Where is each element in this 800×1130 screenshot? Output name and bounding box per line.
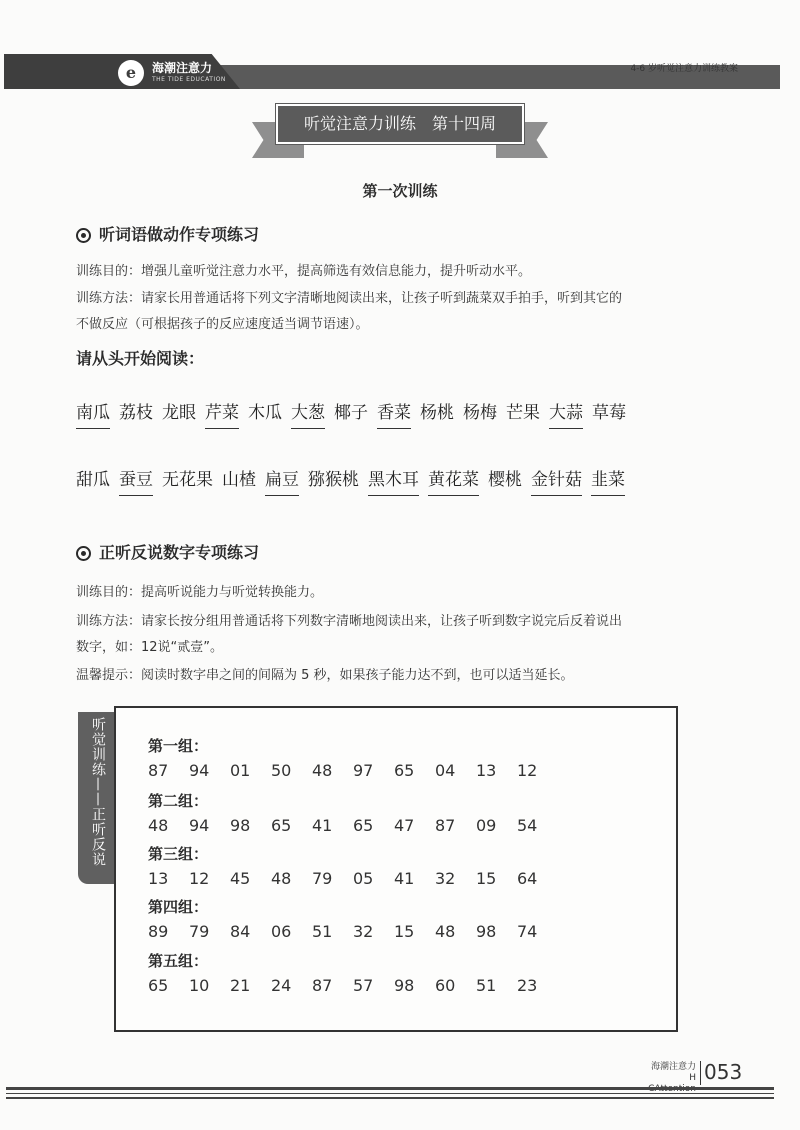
section-heading-text: 正听反说数字专项练习 [99, 543, 260, 562]
number-item: 04 [435, 761, 456, 780]
group-label: 第三组： [148, 845, 209, 863]
read-prompt: 请从头开始阅读： [76, 349, 205, 368]
number-item: 79 [189, 922, 210, 941]
number-item: 15 [476, 869, 497, 888]
week-title-banner: 听觉注意力训练 第十四周 [276, 104, 524, 144]
training-method-line2: 不做反应（可根据孩子的反应速度适当调节语速）。 [76, 317, 369, 332]
section-heading-words [76, 222, 259, 245]
number-item: 48 [435, 922, 456, 941]
word-item: 香菜 [377, 398, 411, 429]
book-title: 4-6 岁听觉注意力训练教案 [630, 64, 738, 74]
group-numbers [148, 869, 558, 888]
number-item: 60 [435, 976, 456, 995]
group-numbers [148, 922, 558, 941]
number-item: 65 [353, 816, 374, 835]
number-item: 98 [230, 816, 251, 835]
word-item: 韭菜 [591, 465, 625, 496]
number-item: 98 [476, 922, 497, 941]
number-item: 54 [517, 816, 538, 835]
training-method-line1: 训练方法：请家长用普通话将下列文字清晰地阅读出来，让孩子听到蔬菜双手拍手，听到其它的 [76, 291, 623, 306]
word-item: 黄花菜 [428, 465, 479, 496]
number-item: 48 [148, 816, 169, 835]
number-item: 12 [517, 761, 538, 780]
number-item: 21 [230, 976, 251, 995]
word-item: 扁豆 [265, 465, 299, 496]
number-item: 09 [476, 816, 497, 835]
word-row-2 [76, 465, 625, 496]
number-item: 13 [148, 869, 169, 888]
footer-rule [6, 1097, 774, 1099]
word-item: 大葱 [291, 398, 325, 429]
training-method-line2: 数字，如：12说“贰壹”。 [76, 640, 224, 655]
number-item: 84 [230, 922, 251, 941]
brand-subtitle: THE TIDE EDUCATION [152, 76, 226, 83]
word-row-1 [76, 398, 626, 429]
word-item: 无花果 [162, 470, 213, 490]
number-item: 23 [517, 976, 538, 995]
word-item: 杨梅 [463, 403, 497, 423]
number-item: 94 [189, 761, 210, 780]
number-item: 48 [271, 869, 292, 888]
word-item: 椰子 [334, 403, 368, 423]
number-item: 87 [312, 976, 333, 995]
word-item: 山楂 [222, 470, 256, 490]
group-label: 第五组： [148, 952, 209, 970]
group-numbers [148, 761, 558, 780]
page-number: 053 [704, 1060, 743, 1084]
number-item: 05 [353, 869, 374, 888]
number-item: 74 [517, 922, 538, 941]
training-goal: 训练目的：提高听说能力与听觉转换能力。 [76, 585, 324, 600]
number-item: 45 [230, 869, 251, 888]
number-item: 32 [353, 922, 374, 941]
number-item: 51 [476, 976, 497, 995]
number-item: 15 [394, 922, 415, 941]
word-item: 猕猴桃 [308, 470, 359, 490]
word-item: 草莓 [592, 403, 626, 423]
word-item: 龙眼 [162, 403, 196, 423]
number-item: 64 [517, 869, 538, 888]
footer-brand-en: H [689, 1073, 696, 1083]
number-item: 94 [189, 816, 210, 835]
group-numbers [148, 816, 558, 835]
number-item: 41 [394, 869, 415, 888]
number-item: 48 [312, 761, 333, 780]
word-item: 木瓜 [248, 403, 282, 423]
number-item: 32 [435, 869, 456, 888]
word-item: 大蒜 [549, 398, 583, 429]
group-label: 第二组： [148, 792, 209, 810]
section-heading-text: 听词语做动作专项练习 [99, 225, 260, 244]
word-item: 杨桃 [420, 403, 454, 423]
number-item: 51 [312, 922, 333, 941]
word-item: 南瓜 [76, 398, 110, 429]
footer-rule [6, 1087, 774, 1090]
word-item: 樱桃 [488, 470, 522, 490]
word-item: 甜瓜 [76, 470, 110, 490]
word-item: 荔枝 [119, 403, 153, 423]
word-item: 芒果 [506, 403, 540, 423]
number-item: 12 [189, 869, 210, 888]
number-item: 01 [230, 761, 251, 780]
warm-tip: 温馨提示：阅读时数字串之间的间隔为 5 秒，如果孩子能力达不到，也可以适当延长。 [76, 668, 574, 683]
number-item: 10 [189, 976, 210, 995]
brand-name: 海潮注意力 [152, 61, 213, 75]
word-item: 蚕豆 [119, 465, 153, 496]
circle-bullet-icon [76, 546, 91, 561]
number-item: 24 [271, 976, 292, 995]
number-item: 47 [394, 816, 415, 835]
number-item: 98 [394, 976, 415, 995]
number-item: 57 [353, 976, 374, 995]
footer-brand [646, 1062, 696, 1095]
word-item: 金针菇 [531, 465, 582, 496]
word-item: 黑木耳 [368, 465, 419, 496]
number-item: 65 [148, 976, 169, 995]
number-item: 87 [435, 816, 456, 835]
number-item: 65 [271, 816, 292, 835]
footer-brand-cn: 海潮注意力 [650, 1062, 696, 1072]
group-label: 第四组： [148, 898, 209, 916]
number-item: 50 [271, 761, 292, 780]
number-item: 06 [271, 922, 292, 941]
group-numbers [148, 976, 558, 995]
session-title: 第一次训练 [362, 182, 438, 200]
section-heading-numbers [76, 540, 259, 563]
side-label-text: 听觉训练——正听反说 [90, 717, 106, 867]
circle-bullet-icon [76, 228, 91, 243]
training-goal: 训练目的：增强儿童听觉注意力水平，提高筛选有效信息能力，提升听动水平。 [76, 264, 532, 279]
word-item: 芹菜 [205, 398, 239, 429]
number-item: 89 [148, 922, 169, 941]
footer-divider [700, 1061, 701, 1085]
group-label: 第一组： [148, 737, 209, 755]
number-item: 41 [312, 816, 333, 835]
number-item: 13 [476, 761, 497, 780]
number-item: 87 [148, 761, 169, 780]
footer-rule [6, 1093, 774, 1094]
training-method-line1: 训练方法：请家长按分组用普通话将下列数字清晰地阅读出来，让孩子听到数字说完后反着说出 [76, 614, 623, 629]
number-item: 79 [312, 869, 333, 888]
number-item: 97 [353, 761, 374, 780]
number-item: 65 [394, 761, 415, 780]
brand-logo-icon: e [118, 60, 144, 86]
